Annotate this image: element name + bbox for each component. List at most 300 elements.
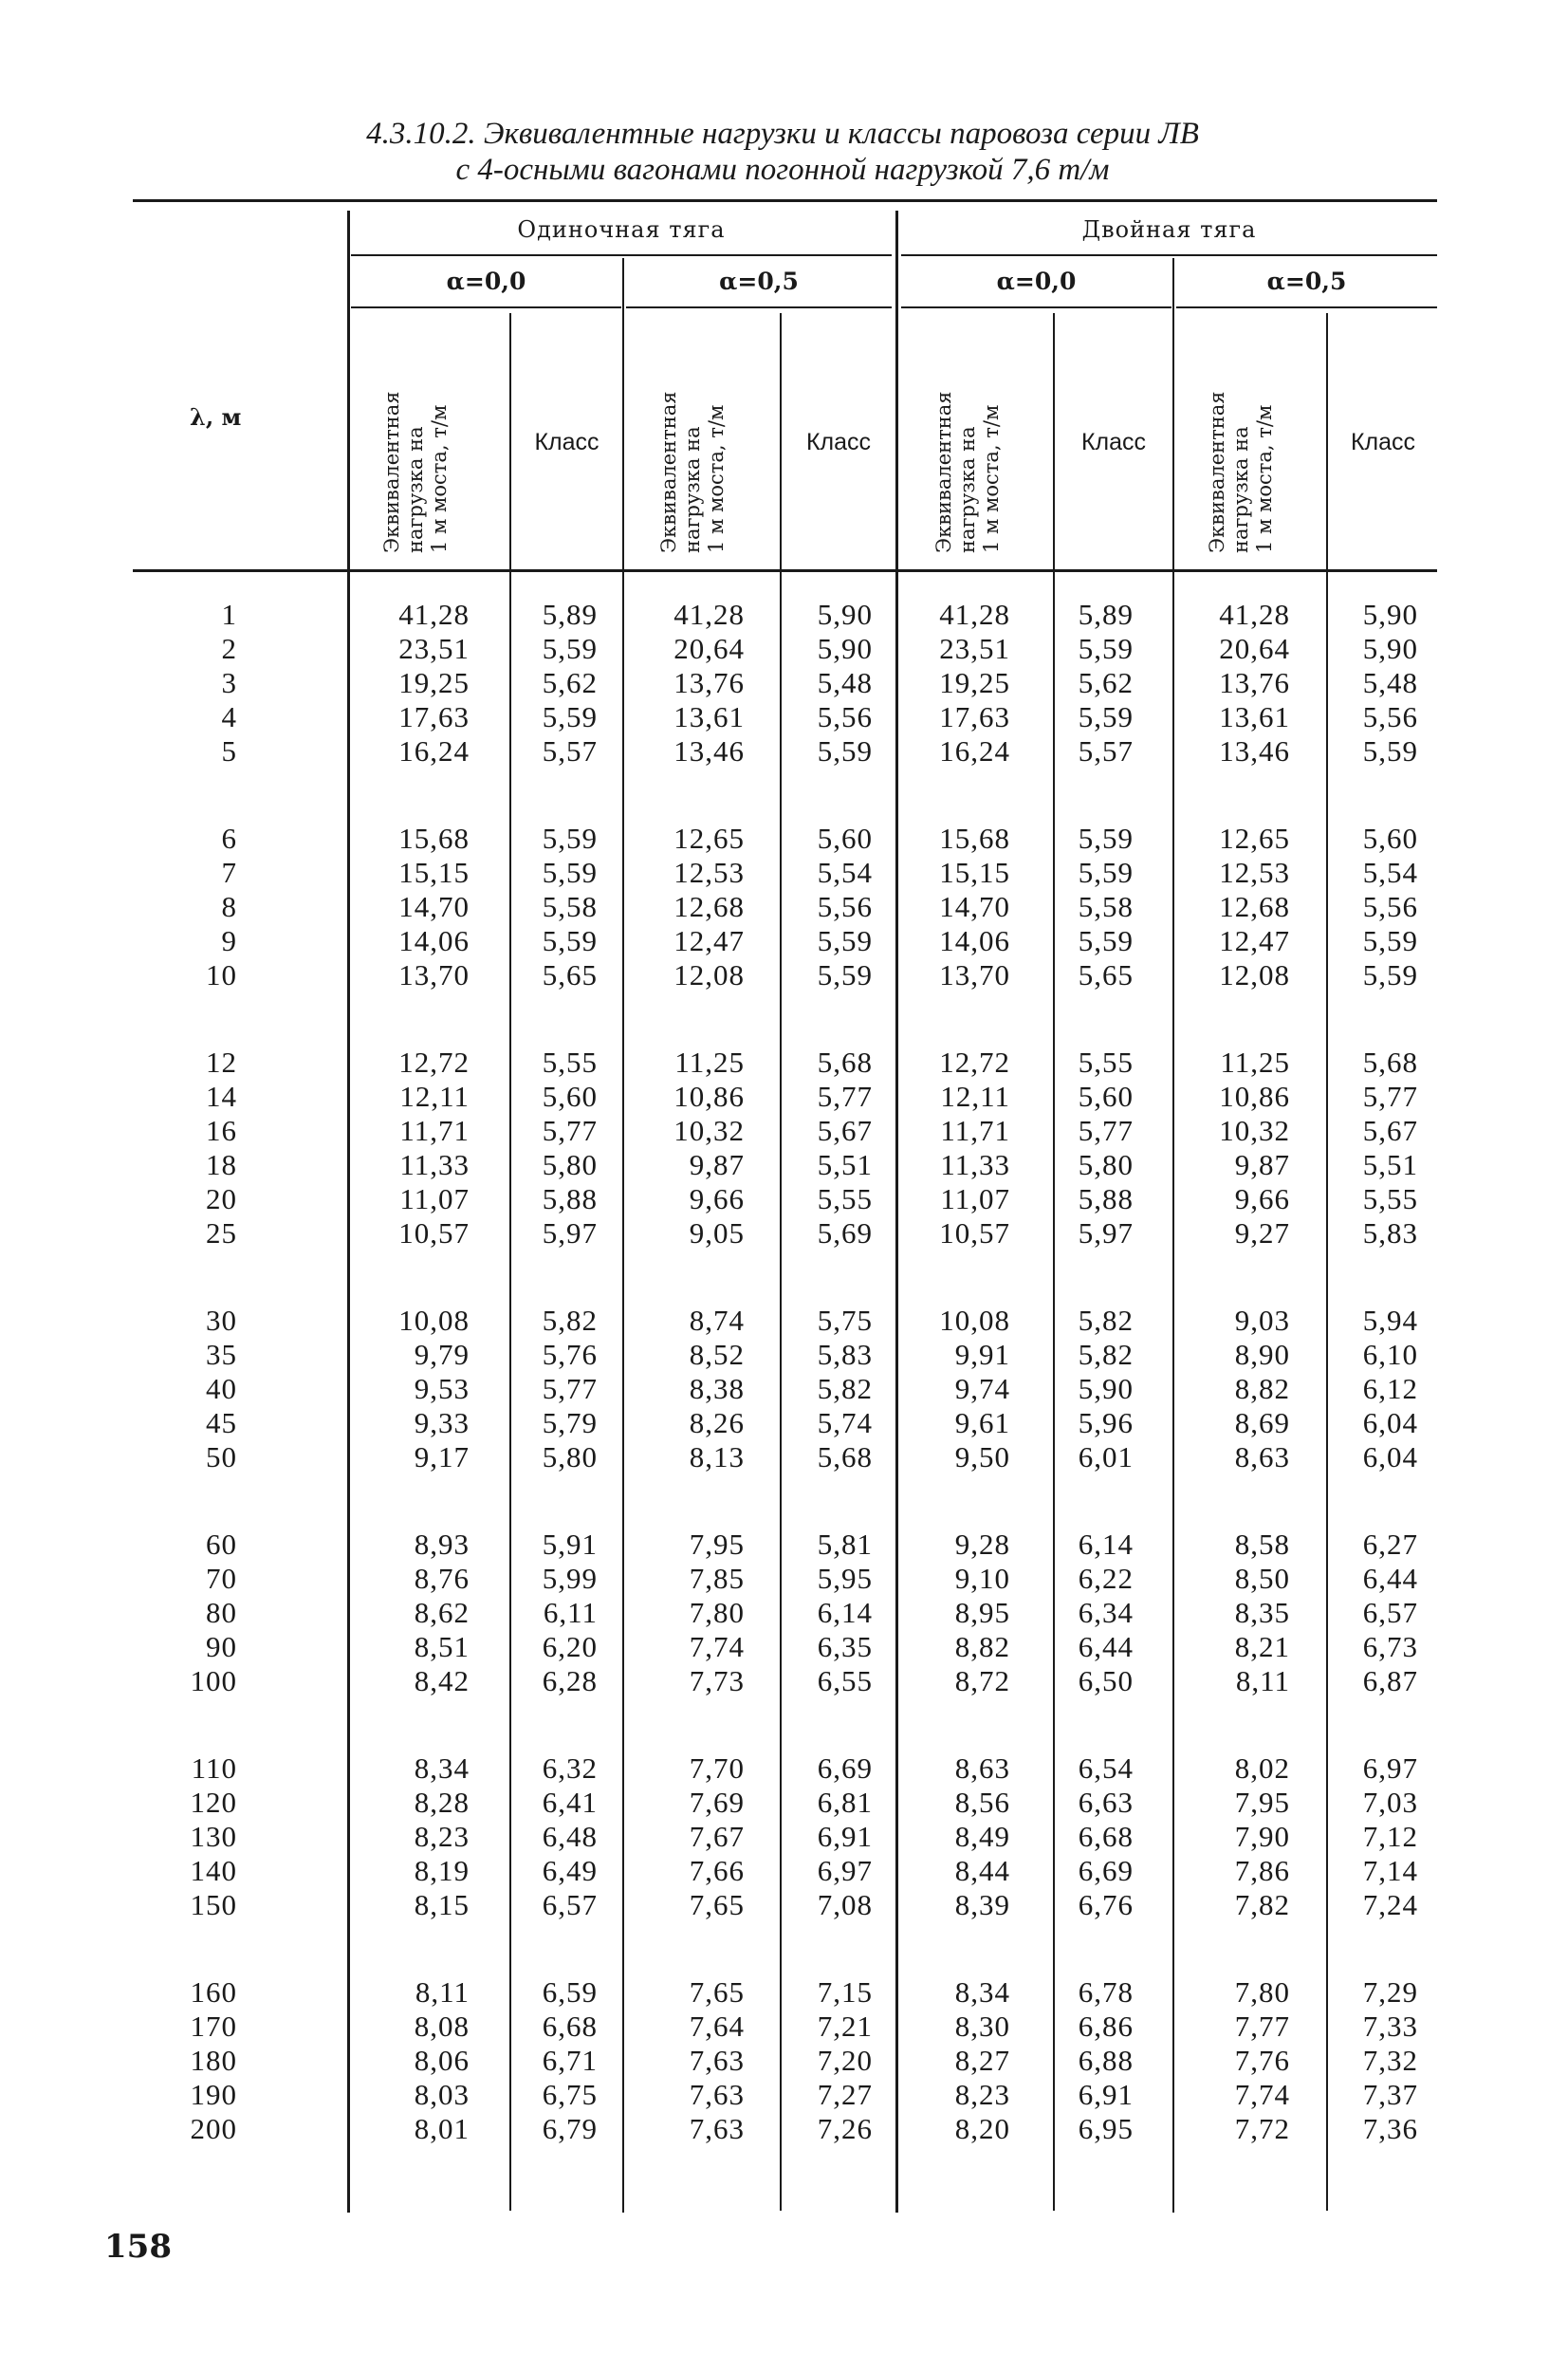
klass-cell: 5,62: [542, 666, 598, 699]
table-row: [0, 1114, 1568, 1148]
equiv-load-cell: 17,63: [398, 700, 470, 733]
equiv-load-cell: 8,38: [689, 1372, 745, 1405]
klass-cell: 5,74: [817, 1406, 873, 1439]
klass-cell: 7,33: [1362, 2010, 1418, 2043]
double-traction-header: Двойная тяга: [1081, 216, 1257, 243]
equiv-load-cell: 8,63: [954, 1751, 1010, 1785]
klass-cell: 6,44: [1362, 1562, 1418, 1595]
klass-cell: 6,63: [1078, 1786, 1134, 1819]
klass-cell: 7,26: [817, 2112, 873, 2145]
klass-cell: 5,99: [542, 1562, 598, 1595]
equiv-load-cell: 13,70: [398, 958, 470, 991]
klass-cell: 6,95: [1078, 2112, 1134, 2145]
klass-cell: 5,90: [1362, 632, 1418, 665]
equiv-header-line2: нагрузка на: [404, 426, 427, 553]
equiv-load-cell: 8,30: [954, 2010, 1010, 2043]
equiv-load-cell: 11,25: [674, 1046, 745, 1079]
equiv-load-cell: 12,53: [673, 856, 745, 889]
equiv-load-cell: 11,07: [940, 1182, 1010, 1215]
table-caption-line1: 4.3.10.2. Эквивалентные нагрузки и классы паровоза серии ЛВ: [366, 117, 1199, 151]
alpha-rule-4: [1176, 306, 1437, 308]
equiv-load-cell: 11,71: [399, 1114, 470, 1147]
table-row: [0, 1182, 1568, 1216]
equiv-load-cell: 8,23: [954, 2078, 1010, 2111]
equiv-load-cell: 13,61: [673, 700, 745, 733]
klass-cell: 6,91: [817, 1820, 873, 1853]
klass-cell: 6,04: [1362, 1406, 1418, 1439]
row-group: [0, 822, 1568, 992]
table-row: [0, 1080, 1568, 1114]
row-group: [0, 1751, 1568, 1922]
klass-cell: 5,97: [1078, 1216, 1134, 1250]
equiv-load-cell: 41,28: [673, 598, 745, 631]
lambda-cell: 16: [206, 1114, 237, 1147]
equiv-load-cell: 8,42: [414, 1664, 470, 1697]
equiv-header-line1: Эквивалентная: [657, 391, 680, 553]
table-row: [0, 632, 1568, 666]
equiv-load-cell: 12,47: [673, 924, 745, 957]
equiv-load-cell: 13,76: [673, 666, 745, 699]
lambda-cell: 70: [206, 1562, 237, 1595]
equiv-load-cell: 8,93: [414, 1528, 470, 1561]
equiv-load-cell: 12,11: [399, 1080, 470, 1113]
klass-cell: 5,80: [542, 1148, 598, 1181]
klass-cell: 5,59: [1362, 734, 1418, 768]
equiv-load-cell: 8,34: [414, 1751, 470, 1785]
klass-cell: 6,79: [542, 2112, 598, 2145]
equiv-load-cell: 8,50: [1234, 1562, 1290, 1595]
lambda-cell: 5: [221, 734, 237, 768]
equiv-header-line1: Эквивалентная: [932, 391, 955, 553]
equiv-header-4: [1206, 335, 1301, 553]
klass-cell: 5,88: [1078, 1182, 1134, 1215]
equiv-header-2: [657, 335, 752, 553]
lambda-cell: 2: [221, 632, 237, 665]
equiv-load-cell: 41,28: [939, 598, 1010, 631]
klass-cell: 5,59: [1078, 822, 1134, 855]
klass-cell: 6,57: [542, 1888, 598, 1921]
lambda-cell: 20: [206, 1182, 237, 1215]
klass-cell: 5,51: [817, 1148, 873, 1181]
equiv-load-cell: 8,11: [415, 1975, 470, 2009]
klass-cell: 6,14: [817, 1596, 873, 1629]
row-group: [0, 1046, 1568, 1251]
klass-cell: 5,56: [817, 890, 873, 923]
equiv-load-cell: 19,25: [398, 666, 470, 699]
lambda-cell: 110: [191, 1751, 237, 1785]
equiv-header-line3: 1 м моста, т/м: [1253, 404, 1276, 553]
klass-cell: 7,36: [1362, 2112, 1418, 2145]
table-row: [0, 1304, 1568, 1338]
equiv-load-cell: 8,13: [689, 1440, 745, 1473]
alpha-rule-2: [626, 306, 892, 308]
klass-cell: 5,59: [1078, 632, 1134, 665]
lambda-cell: 1: [221, 598, 237, 631]
klass-cell: 5,89: [1078, 598, 1134, 631]
equiv-load-cell: 9,91: [954, 1338, 1010, 1371]
klass-cell: 6,41: [542, 1786, 598, 1819]
equiv-header-line3: 1 м моста, т/м: [980, 404, 1003, 553]
lambda-cell: 25: [206, 1216, 237, 1250]
klass-cell: 5,59: [1362, 958, 1418, 991]
equiv-load-cell: 7,63: [689, 2078, 745, 2111]
klass-cell: 6,50: [1078, 1664, 1134, 1697]
equiv-load-cell: 8,69: [1234, 1406, 1290, 1439]
equiv-load-cell: 17,63: [939, 700, 1010, 733]
equiv-load-cell: 16,24: [398, 734, 470, 768]
equiv-load-cell: 10,08: [398, 1304, 470, 1337]
equiv-load-cell: 15,15: [939, 856, 1010, 889]
alpha-rule-1: [351, 306, 621, 308]
top-rule: [133, 199, 1437, 202]
equiv-load-cell: 7,76: [1234, 2044, 1290, 2077]
table-row: [0, 1664, 1568, 1698]
klass-cell: 5,82: [1078, 1304, 1134, 1337]
table-row: [0, 1406, 1568, 1440]
klass-cell: 7,24: [1362, 1888, 1418, 1921]
klass-cell: 5,68: [817, 1440, 873, 1473]
page-number: 158: [104, 2228, 172, 2266]
klass-cell: 5,59: [542, 822, 598, 855]
equiv-load-cell: 11,33: [940, 1148, 1010, 1181]
table-row: [0, 2044, 1568, 2078]
equiv-load-cell: 14,70: [939, 890, 1010, 923]
header-bottom-rule: [133, 569, 1437, 572]
klass-cell: 5,95: [817, 1562, 873, 1595]
equiv-load-cell: 12,65: [673, 822, 745, 855]
lambda-cell: 170: [190, 2010, 237, 2043]
klass-cell: 6,54: [1078, 1751, 1134, 1785]
equiv-load-cell: 8,56: [954, 1786, 1010, 1819]
equiv-load-cell: 8,26: [689, 1406, 745, 1439]
klass-cell: 5,83: [817, 1338, 873, 1371]
klass-cell: 5,67: [817, 1114, 873, 1147]
equiv-load-cell: 9,33: [414, 1406, 470, 1439]
equiv-load-cell: 7,90: [1234, 1820, 1290, 1853]
equiv-load-cell: 7,69: [689, 1786, 745, 1819]
equiv-load-cell: 9,10: [954, 1562, 1010, 1595]
klass-cell: 5,54: [1362, 856, 1418, 889]
equiv-load-cell: 12,08: [1219, 958, 1290, 991]
single-header-rule: [351, 254, 892, 256]
klass-cell: 5,76: [542, 1338, 598, 1371]
klass-cell: 5,81: [817, 1528, 873, 1561]
klass-cell: 6,44: [1078, 1630, 1134, 1663]
equiv-load-cell: 8,90: [1234, 1338, 1290, 1371]
klass-cell: 6,27: [1362, 1528, 1418, 1561]
table-row: [0, 2010, 1568, 2044]
klass-cell: 5,77: [817, 1080, 873, 1113]
equiv-load-cell: 7,66: [689, 1854, 745, 1887]
equiv-load-cell: 9,17: [414, 1440, 470, 1473]
lambda-cell: 3: [221, 666, 237, 699]
klass-cell: 5,90: [1078, 1372, 1134, 1405]
klass-cell: 6,76: [1078, 1888, 1134, 1921]
klass-cell: 6,11: [543, 1596, 598, 1629]
klass-cell: 5,65: [1078, 958, 1134, 991]
klass-cell: 6,73: [1362, 1630, 1418, 1663]
klass-cell: 5,68: [817, 1046, 873, 1079]
klass-cell: 5,59: [1078, 856, 1134, 889]
alpha-single-0: α=0,0: [446, 268, 526, 295]
row-group: [0, 1304, 1568, 1474]
equiv-load-cell: 9,87: [1234, 1148, 1290, 1181]
klass-cell: 5,77: [1078, 1114, 1134, 1147]
equiv-load-cell: 8,27: [954, 2044, 1010, 2077]
lambda-cell: 80: [206, 1596, 237, 1629]
lambda-cell: 140: [190, 1854, 237, 1887]
equiv-load-cell: 7,63: [689, 2044, 745, 2077]
klass-cell: 6,20: [542, 1630, 598, 1663]
equiv-load-cell: 8,63: [1234, 1440, 1290, 1473]
lambda-cell: 40: [206, 1372, 237, 1405]
lambda-cell: 18: [206, 1148, 237, 1181]
klass-cell: 5,60: [1362, 822, 1418, 855]
equiv-load-cell: 14,70: [398, 890, 470, 923]
klass-cell: 5,56: [817, 700, 873, 733]
klass-cell: 5,59: [1078, 924, 1134, 957]
lambda-cell: 4: [221, 700, 237, 733]
klass-cell: 5,51: [1362, 1148, 1418, 1181]
table-row: [0, 1148, 1568, 1182]
table-row: [0, 890, 1568, 924]
klass-cell: 6,57: [1362, 1596, 1418, 1629]
equiv-load-cell: 9,28: [954, 1528, 1010, 1561]
klass-cell: 7,37: [1362, 2078, 1418, 2111]
equiv-load-cell: 8,02: [1234, 1751, 1290, 1785]
equiv-load-cell: 8,82: [954, 1630, 1010, 1663]
alpha-double-5: α=0,5: [1266, 268, 1347, 295]
equiv-load-cell: 9,66: [1234, 1182, 1290, 1215]
equiv-load-cell: 10,86: [1219, 1080, 1290, 1113]
klass-cell: 6,91: [1078, 2078, 1134, 2111]
equiv-load-cell: 16,24: [939, 734, 1010, 768]
equiv-load-cell: 8,52: [689, 1338, 745, 1371]
equiv-load-cell: 7,70: [689, 1751, 745, 1785]
equiv-load-cell: 8,76: [414, 1562, 470, 1595]
lambda-cell: 90: [206, 1630, 237, 1663]
equiv-load-cell: 8,95: [954, 1596, 1010, 1629]
table-row: [0, 1751, 1568, 1786]
klass-cell: 6,68: [1078, 1820, 1134, 1853]
klass-cell: 5,59: [817, 734, 873, 768]
equiv-load-cell: 7,85: [689, 1562, 745, 1595]
equiv-load-cell: 8,19: [414, 1854, 470, 1887]
equiv-load-cell: 7,73: [689, 1664, 745, 1697]
equiv-load-cell: 9,03: [1234, 1304, 1290, 1337]
klass-cell: 5,48: [1362, 666, 1418, 699]
equiv-load-cell: 9,53: [414, 1372, 470, 1405]
equiv-header-line1: Эквивалентная: [380, 391, 403, 553]
equiv-load-cell: 7,72: [1234, 2112, 1290, 2145]
equiv-load-cell: 8,44: [954, 1854, 1010, 1887]
equiv-load-cell: 15,68: [939, 822, 1010, 855]
equiv-load-cell: 8,49: [954, 1820, 1010, 1853]
equiv-load-cell: 7,80: [1234, 1975, 1290, 2009]
lambda-cell: 14: [206, 1080, 237, 1113]
equiv-load-cell: 8,82: [1234, 1372, 1290, 1405]
lambda-cell: 60: [206, 1528, 237, 1561]
equiv-load-cell: 20,64: [673, 632, 745, 665]
klass-cell: 7,32: [1362, 2044, 1418, 2077]
klass-cell: 5,79: [542, 1406, 598, 1439]
klass-cell: 5,55: [542, 1046, 598, 1079]
equiv-load-cell: 13,61: [1219, 700, 1290, 733]
klass-cell: 6,01: [1078, 1440, 1134, 1473]
table-row: [0, 1786, 1568, 1820]
equiv-load-cell: 8,58: [1234, 1528, 1290, 1561]
equiv-header-line2: нагрузка на: [681, 426, 704, 553]
equiv-load-cell: 12,53: [1219, 856, 1290, 889]
equiv-header-line2: нагрузка на: [1229, 426, 1252, 553]
lambda-cell: 10: [206, 958, 237, 991]
klass-cell: 6,04: [1362, 1440, 1418, 1473]
equiv-load-cell: 10,08: [939, 1304, 1010, 1337]
klass-cell: 5,69: [817, 1216, 873, 1250]
klass-cell: 5,59: [1078, 700, 1134, 733]
equiv-load-cell: 23,51: [939, 632, 1010, 665]
klass-cell: 7,27: [817, 2078, 873, 2111]
equiv-load-cell: 7,65: [689, 1975, 745, 2009]
equiv-load-cell: 14,06: [398, 924, 470, 957]
lambda-cell: 50: [206, 1440, 237, 1473]
equiv-load-cell: 12,72: [398, 1046, 470, 1079]
equiv-load-cell: 7,65: [689, 1888, 745, 1921]
table-row: [0, 1216, 1568, 1251]
equiv-load-cell: 7,64: [689, 2010, 745, 2043]
equiv-load-cell: 20,64: [1219, 632, 1290, 665]
klass-cell: 7,08: [817, 1888, 873, 1921]
klass-cell: 7,03: [1362, 1786, 1418, 1819]
table-row: [0, 2078, 1568, 2112]
equiv-load-cell: 8,03: [414, 2078, 470, 2111]
klass-cell: 6,68: [542, 2010, 598, 2043]
equiv-load-cell: 8,72: [954, 1664, 1010, 1697]
table-row: [0, 924, 1568, 958]
equiv-load-cell: 9,61: [954, 1406, 1010, 1439]
klass-cell: 5,57: [1078, 734, 1134, 768]
table-row: [0, 1372, 1568, 1406]
equiv-load-cell: 9,27: [1234, 1216, 1290, 1250]
equiv-load-cell: 10,57: [398, 1216, 470, 1250]
table-row: [0, 1854, 1568, 1888]
lambda-cell: 130: [190, 1820, 237, 1853]
lambda-cell: 7: [221, 856, 237, 889]
equiv-load-cell: 8,11: [1235, 1664, 1290, 1697]
equiv-header-3: [932, 335, 1027, 553]
klass-cell: 6,28: [542, 1664, 598, 1697]
klass-cell: 6,49: [542, 1854, 598, 1887]
equiv-header-line3: 1 м моста, т/м: [705, 404, 728, 553]
table-row: [0, 1820, 1568, 1854]
lambda-cell: 30: [206, 1304, 237, 1337]
klass-cell: 5,77: [542, 1372, 598, 1405]
alpha-double-0: α=0,0: [996, 268, 1077, 295]
equiv-load-cell: 8,20: [954, 2112, 1010, 2145]
lambda-cell: 160: [190, 1975, 237, 2009]
klass-cell: 6,32: [542, 1751, 598, 1785]
equiv-load-cell: 13,70: [939, 958, 1010, 991]
alpha-single-5: α=0,5: [719, 268, 799, 295]
klass-cell: 6,75: [542, 2078, 598, 2111]
equiv-load-cell: 14,06: [939, 924, 1010, 957]
equiv-load-cell: 9,05: [689, 1216, 745, 1250]
klass-cell: 5,90: [1362, 598, 1418, 631]
table-caption-line2: с 4-осными вагонами погонной нагрузкой 7,6 т/м: [455, 153, 1110, 187]
klass-cell: 6,87: [1362, 1664, 1418, 1697]
equiv-load-cell: 7,74: [689, 1630, 745, 1663]
table-row: [0, 734, 1568, 769]
klass-cell: 6,71: [542, 2044, 598, 2077]
equiv-load-cell: 7,63: [689, 2112, 745, 2145]
equiv-load-cell: 13,46: [1219, 734, 1290, 768]
klass-cell: 5,96: [1078, 1406, 1134, 1439]
equiv-load-cell: 7,77: [1234, 2010, 1290, 2043]
row-group: [0, 1975, 1568, 2146]
equiv-load-cell: 8,23: [414, 1820, 470, 1853]
equiv-load-cell: 9,74: [954, 1372, 1010, 1405]
klass-cell: 6,88: [1078, 2044, 1134, 2077]
klass-cell: 5,58: [1078, 890, 1134, 923]
klass-cell: 6,22: [1078, 1562, 1134, 1595]
klass-cell: 5,58: [542, 890, 598, 923]
klass-cell: 6,78: [1078, 1975, 1134, 2009]
lambda-cell: 12: [206, 1046, 237, 1079]
table-row: [0, 666, 1568, 700]
equiv-load-cell: 41,28: [1219, 598, 1290, 631]
table-row: [0, 958, 1568, 992]
lambda-cell: 190: [190, 2078, 237, 2111]
klass-cell: 5,55: [817, 1182, 873, 1215]
equiv-load-cell: 7,80: [689, 1596, 745, 1629]
equiv-load-cell: 10,32: [673, 1114, 745, 1147]
equiv-load-cell: 11,71: [940, 1114, 1010, 1147]
equiv-load-cell: 10,86: [673, 1080, 745, 1113]
klass-cell: 5,54: [817, 856, 873, 889]
klass-cell: 7,14: [1362, 1854, 1418, 1887]
equiv-load-cell: 41,28: [398, 598, 470, 631]
klass-cell: 5,75: [817, 1304, 873, 1337]
klass-cell: 7,20: [817, 2044, 873, 2077]
equiv-load-cell: 7,82: [1234, 1888, 1290, 1921]
klass-cell: 6,97: [817, 1854, 873, 1887]
table-row: [0, 598, 1568, 632]
lambda-cell: 120: [190, 1786, 237, 1819]
equiv-load-cell: 7,95: [689, 1528, 745, 1561]
equiv-load-cell: 11,33: [399, 1148, 470, 1181]
klass-cell: 6,59: [542, 1975, 598, 2009]
klass-cell: 6,35: [817, 1630, 873, 1663]
table-row: [0, 1975, 1568, 2010]
lambda-cell: 6: [221, 822, 237, 855]
klass-cell: 7,12: [1362, 1820, 1418, 1853]
equiv-load-cell: 7,86: [1234, 1854, 1290, 1887]
klass-cell: 6,10: [1362, 1338, 1418, 1371]
klass-cell: 5,56: [1362, 700, 1418, 733]
klass-cell: 6,12: [1362, 1372, 1418, 1405]
table-row: [0, 822, 1568, 856]
klass-header-1: Класс: [534, 429, 600, 455]
klass-cell: 5,55: [1078, 1046, 1134, 1079]
lambda-cell: 45: [206, 1406, 237, 1439]
klass-cell: 5,82: [542, 1304, 598, 1337]
equiv-load-cell: 8,74: [689, 1304, 745, 1337]
klass-cell: 6,34: [1078, 1596, 1134, 1629]
equiv-load-cell: 9,87: [689, 1148, 745, 1181]
equiv-load-cell: 12,47: [1219, 924, 1290, 957]
klass-cell: 5,90: [817, 598, 873, 631]
equiv-load-cell: 8,39: [954, 1888, 1010, 1921]
